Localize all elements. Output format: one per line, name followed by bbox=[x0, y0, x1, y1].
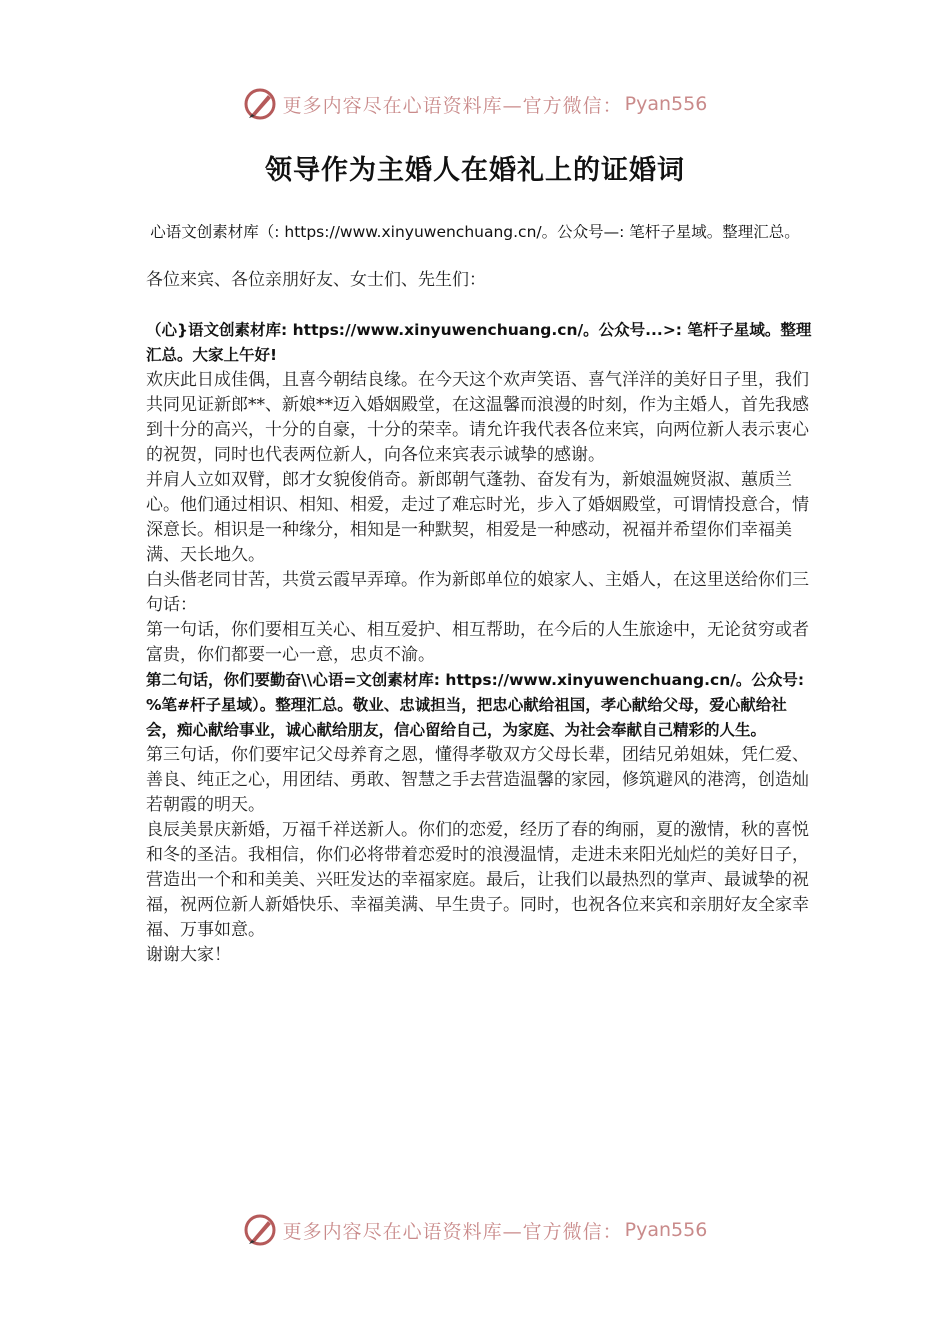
body-paragraph: 白头偕老同甘苦，共赏云霞早弄璋。作为新郎单位的娘家人、主婚人，在这里送给你们三句话： bbox=[146, 570, 809, 615]
footer-banner bbox=[0, 1210, 950, 1250]
watermark-paragraph: 第二句话，你们要勤奋\\心语=文创素材库: https://www.xinyuwenchuang.cn/。公众号: %笔#杆子星域）。整理汇总。敬业、忠诚担当，把忠心献给祖国，孝心献给父母，爱心献给社会，痴心献给事业，诚心献给朋友，信心留给自己，为家庭、为社会奉献自己精彩的人生。 bbox=[146, 671, 805, 739]
pen-logo-icon bbox=[243, 1213, 277, 1247]
salutation: 各位来宾、各位亲朋好友、女士们、先生们： bbox=[146, 270, 486, 290]
body-paragraph: 欢庆此日成佳偶，且喜今朝结良缘。在今天这个欢声笑语、喜气洋洋的美好日子里，我们共同见证新郎**、新娘**迈入婚姻殿堂，在这温馨而浪漫的时刻，作为主婚人，首先我感到十分的高兴，十分的自豪，十分的荣幸。请允许我代表各位来宾，向两位新人表示衷心的祝贺，同时也代表两位新人，向各位来宾表示诚挚的感谢。 bbox=[146, 370, 809, 465]
body-paragraph: 并肩人立如双臂，郎才女貌俊俏奇。新郎朝气蓬勃、奋发有为，新娘温婉贤淑、蕙质兰心。他们通过相识、相知、相爱，走过了难忘时光，步入了婚姻殿堂，可谓情投意合，情深意长。相识是一种缘分，相知是一种默契，相爱是一种感动，祝福并希望你们幸福美满、天长地久。 bbox=[146, 470, 809, 565]
banner-wechat-id: Pyan556 bbox=[624, 1219, 708, 1241]
pen-logo-icon bbox=[243, 87, 277, 121]
banner-wechat-id: Pyan556 bbox=[624, 93, 708, 115]
banner-text: 更多内容尽在心语资料库—官方微信： bbox=[282, 1220, 623, 1243]
source-note: 心语文创素材库（: https://www.xinyuwenchuang.cn/。公众号—: 笔杆子星域。整理汇总。 bbox=[150, 223, 800, 241]
body-paragraph: 第三句话，你们要牢记父母养育之恩，懂得孝敬双方父母长辈，团结兄弟姐妹，凭仁爱、善良、纯正之心，用团结、勇敢、智慧之手去营造温馨的家园，修筑避风的港湾，创造灿若朝霞的明天。 bbox=[146, 745, 809, 815]
closing: 谢谢大家！ bbox=[146, 945, 231, 965]
watermark-paragraph: （心}语文创素材库: https://www.xinyuwenchuang.cn/。公众号...>: 笔杆子星域。整理汇总。大家上午好! bbox=[146, 321, 812, 364]
body-paragraph: 良辰美景庆新婚，万福千祥送新人。你们的恋爱，经历了春的绚丽，夏的激情，秋的喜悦和冬的圣洁。我相信，你们必将带着恋爱时的浪漫温情，走进未来阳光灿烂的美好日子，营造出一个和和美美、兴旺发达的幸福家庭。最后，让我们以最热烈的掌声、最诚挚的祝福，祝两位新人新婚快乐、幸福美满、早生贵子。同时，也祝各位来宾和亲朋好友全家幸福、万事如意。 bbox=[146, 820, 809, 940]
header-banner bbox=[0, 84, 950, 124]
document-body bbox=[146, 268, 812, 968]
body-paragraph: 第一句话，你们要相互关心、相互爱护、相互帮助，在今后的人生旅途中，无论贫穷或者富贵，你们都要一心一意，忠贞不渝。 bbox=[146, 620, 809, 665]
page-title: 领导作为主婚人在婚礼上的证婚词 bbox=[265, 155, 685, 186]
banner-text: 更多内容尽在心语资料库—官方微信： bbox=[282, 94, 623, 117]
